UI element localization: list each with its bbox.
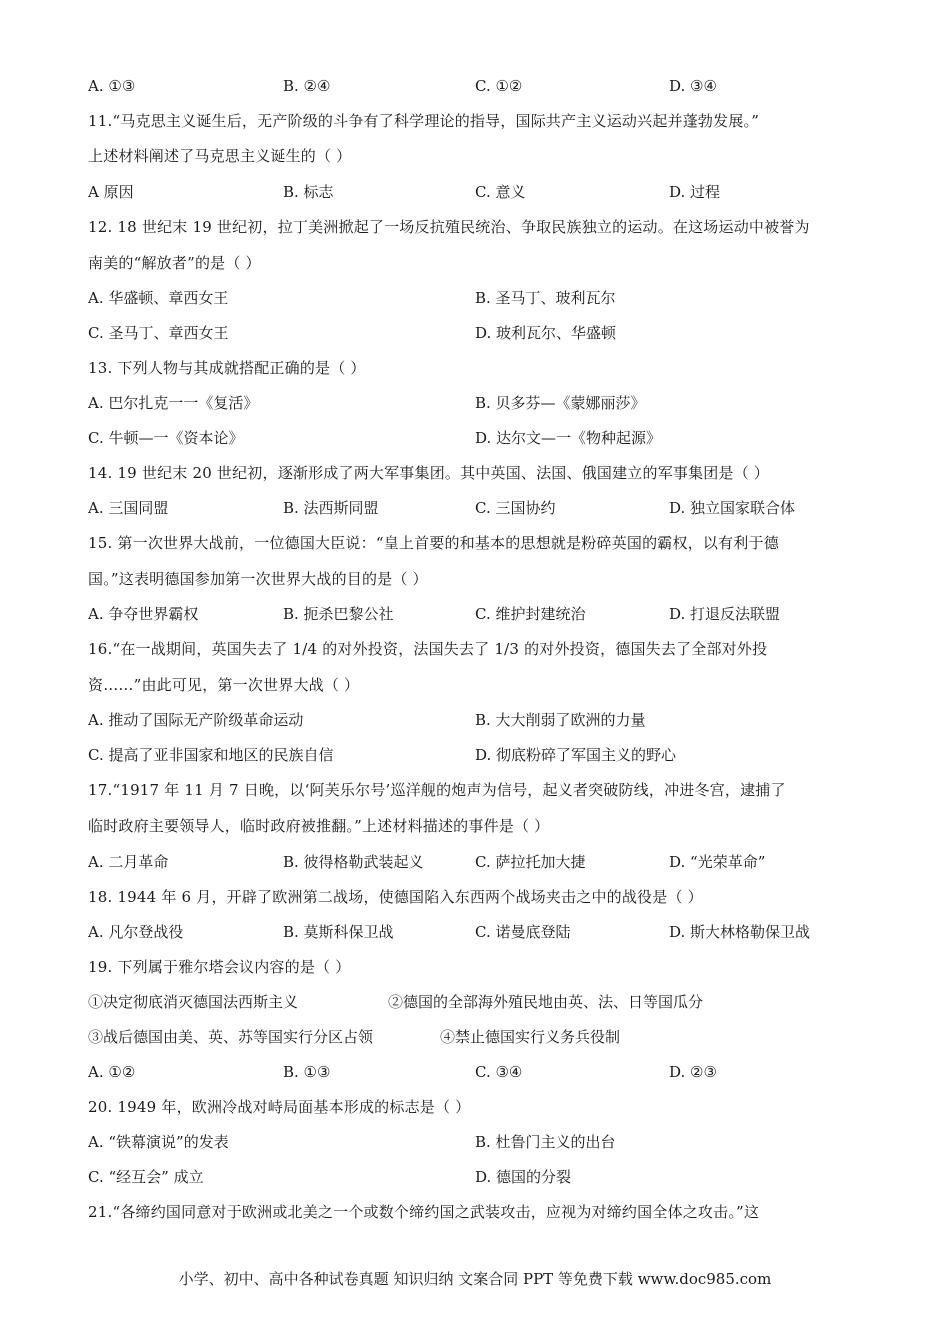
q19-items-row1: [88, 985, 860, 1020]
q17-stem-line2: 临时政府主要领导人，临时政府被推翻。”上述材料描述的事件是（ ）: [88, 817, 550, 835]
q16-option-b: B. 大大削弱了欧洲的力量: [475, 711, 646, 729]
q12-option-d: D. 玻利瓦尔、华盛顿: [475, 324, 617, 342]
q20-option-b: B. 杜鲁门主义的出台: [475, 1133, 616, 1151]
q18-options: [88, 915, 860, 950]
q10-options: [88, 69, 860, 104]
q14-options: [88, 491, 860, 526]
q19-item-3: ③战后德国由美、英、苏等国实行分区占领: [88, 1028, 374, 1046]
q12-option-c: C. 圣马丁、章西女王: [88, 324, 229, 342]
q16-option-d: D. 彻底粉碎了军国主义的野心: [475, 746, 677, 764]
q17-options: [88, 845, 860, 880]
q13-option-b: B. 贝多芬—《蒙娜丽莎》: [475, 394, 646, 412]
q17-option-d: D. “光荣革命”: [669, 853, 766, 871]
q19-item-2: ②德国的全部海外殖民地由英、法、日等国瓜分: [388, 993, 704, 1011]
q15-option-a: A. 争夺世界霸权: [88, 605, 199, 623]
q12-options-row1: [88, 281, 860, 316]
q19-option-b: B. ①③: [283, 1063, 331, 1081]
q19-option-a: A. ①②: [88, 1063, 136, 1081]
q14-option-d: D. 独立国家联合体: [669, 499, 796, 517]
q16-option-a: A. 推动了国际无产阶级革命运动: [88, 711, 304, 729]
q20-option-a: A. “铁幕演说”的发表: [88, 1133, 229, 1151]
q15-stem-line2: 国。”这表明德国参加第一次世界大战的目的是（ ）: [88, 570, 428, 588]
q16-options-row1: [88, 703, 860, 738]
q18-option-d: D. 斯大林格勒保卫战: [669, 923, 811, 941]
q12-option-b: B. 圣马丁、玻利瓦尔: [475, 289, 616, 307]
q18-option-b: B. 莫斯科保卫战: [283, 923, 394, 941]
q11-option-b: B. 标志: [283, 183, 334, 201]
q11-stem-line1: 11.“马克思主义诞生后，无产阶级的斗争有了科学理论的指导，国际共产主义运动兴起并蓬勃发展。”: [88, 112, 760, 130]
q10-option-c: C. ①②: [475, 77, 523, 95]
q19-options: [88, 1055, 860, 1090]
q14-option-a: A. 三国同盟: [88, 499, 169, 517]
q11-option-d: D. 过程: [669, 183, 721, 201]
q19-items-row2: [88, 1020, 860, 1055]
q20-options-row2: [88, 1160, 860, 1195]
q11-stem-line2: 上述材料阐述了马克思主义诞生的（ ）: [88, 147, 352, 165]
q12-stem-line2: 南美的“解放者”的是（ ）: [88, 254, 261, 272]
q13-option-c: C. 牛顿—一《资本论》: [88, 429, 244, 447]
q13-option-d: D. 达尔文—一《物种起源》: [475, 429, 662, 447]
q13-stem: 13. 下列人物与其成就搭配正确的是（ ）: [88, 359, 366, 377]
q13-options-row2: [88, 421, 860, 456]
q13-option-a: A. 巴尔扎克一一《复活》: [88, 394, 259, 412]
q19-stem: 19. 下列属于雅尔塔会议内容的是（ ）: [88, 958, 351, 976]
q10-option-b: B. ②④: [283, 77, 331, 95]
q10-option-d: D. ③④: [669, 77, 717, 95]
q19-option-c: C. ③④: [475, 1063, 523, 1081]
q12-stem-line1: 12. 18 世纪末 19 世纪初，拉丁美洲掀起了一场反抗殖民统治、争取民族独立的运动。在这场运动中被誉为: [88, 218, 810, 236]
q18-option-a: A. 凡尔登战役: [88, 923, 184, 941]
q14-option-b: B. 法西斯同盟: [283, 499, 379, 517]
q13-options-row1: [88, 386, 860, 421]
q18-stem: 18. 1944 年 6 月，开辟了欧洲第二战场，使德国陷入东西两个战场夹击之中的战役是（ ）: [88, 888, 703, 906]
q11-option-a: A 原因: [88, 183, 134, 201]
q17-stem-line1: 17.“1917 年 11 月 7 日晚，以‘阿芙乐尔号’巡洋舰的炮声为信号，起义者突破防线，冲进冬宫，逮捕了: [88, 781, 786, 799]
q15-stem-line1: 15. 第一次世界大战前，一位德国大臣说：“皇上首要的和基本的思想就是粉碎英国的霸权，以有利于德: [88, 534, 779, 552]
q16-options-row2: [88, 738, 860, 773]
q16-stem-line1: 16.“在一战期间，英国失去了 1/4 的对外投资，法国失去了 1/3 的对外投资，德国失去了全部对外投: [88, 640, 768, 658]
q20-options-row1: [88, 1125, 860, 1160]
q20-option-c: C. “经互会” 成立: [88, 1168, 204, 1186]
q21-stem-line1: 21.“各缔约国同意对于欧洲或北美之一个或数个缔约国之武装攻击，应视为对缔约国全体之攻击。”这: [88, 1203, 760, 1221]
q12-option-a: A. 华盛顿、章西女王: [88, 289, 229, 307]
q15-option-b: B. 扼杀巴黎公社: [283, 605, 394, 623]
page-footer: 小学、初中、高中各种试卷真题 知识归纳 文案合同 PPT 等免费下载 www.doc985.com: [178, 1270, 772, 1288]
q17-option-b: B. 彼得格勒武装起义: [283, 853, 424, 871]
q16-stem-line2: 资……”由此可见，第一次世界大战（ ）: [88, 676, 360, 694]
q20-option-d: D. 德国的分裂: [475, 1168, 572, 1186]
q17-option-a: A. 二月革命: [88, 853, 169, 871]
q15-option-c: C. 维护封建统治: [475, 605, 586, 623]
q19-item-1: ①决定彻底消灭德国法西斯主义: [88, 993, 299, 1011]
q16-option-c: C. 提高了亚非国家和地区的民族自信: [88, 746, 334, 764]
q17-option-c: C. 萨拉托加大捷: [475, 853, 586, 871]
q11-options: [88, 175, 860, 210]
q18-option-c: C. 诺曼底登陆: [475, 923, 571, 941]
q15-options: [88, 597, 860, 632]
q19-item-4: ④禁止德国实行义务兵役制: [440, 1028, 621, 1046]
q14-option-c: C. 三国协约: [475, 499, 556, 517]
q14-stem: 14. 19 世纪末 20 世纪初，逐渐形成了两大军事集团。其中英国、法国、俄国建立的军事集团是（ ）: [88, 464, 770, 482]
q15-option-d: D. 打退反法联盟: [669, 605, 781, 623]
q12-options-row2: [88, 316, 860, 351]
q19-option-d: D. ②③: [669, 1063, 717, 1081]
q20-stem: 20. 1949 年，欧洲冷战对峙局面基本形成的标志是（ ）: [88, 1098, 471, 1116]
q10-option-a: A. ①③: [88, 77, 136, 95]
q11-option-c: C. 意义: [475, 183, 526, 201]
